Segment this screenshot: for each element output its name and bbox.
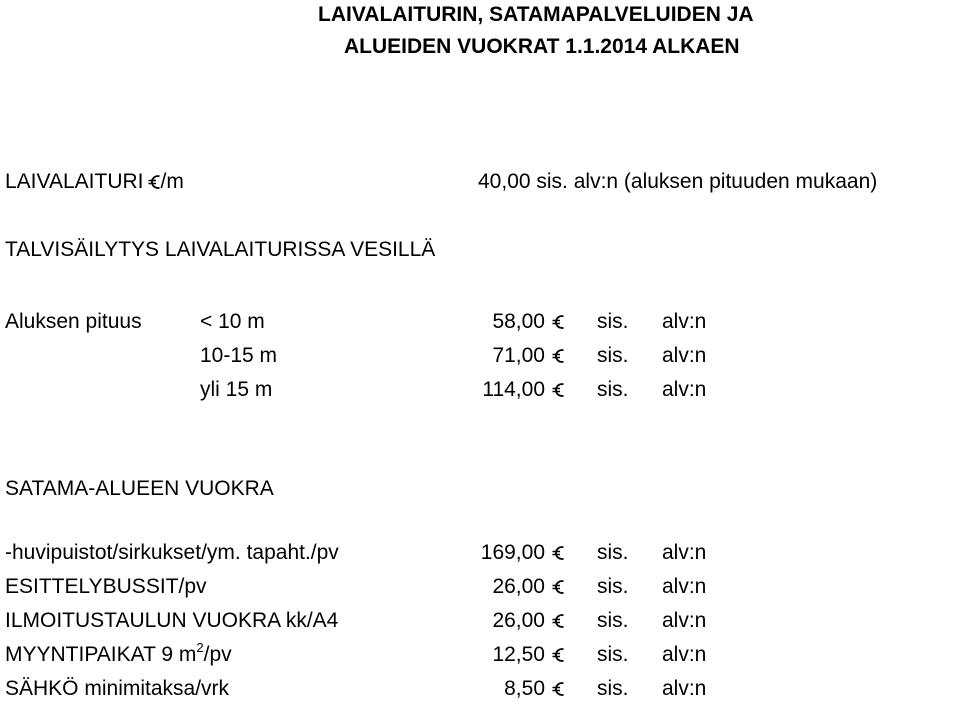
euro-icon <box>548 378 565 402</box>
laivalaituri-price: 40,00 sis. alv:n (aluksen pituuden mukaan) <box>478 170 878 193</box>
satama-price-esittelybussit: 26,00 <box>492 575 545 598</box>
satama-vat-ilmoitustaulu: sis. <box>597 609 629 632</box>
satama-heading: SATAMA-ALUEEN VUOKRA <box>5 477 274 500</box>
euro-icon <box>548 677 565 701</box>
title-line-1: LAIVALAITURIN, SATAMAPALVELUIDEN JA <box>318 3 754 26</box>
satama-vat-sahko: sis. <box>597 677 629 700</box>
size-yli15: yli 15 m <box>200 378 273 401</box>
myyntipaikat-superscript: 2 <box>196 640 204 655</box>
laivalaituri-label: LAIVALAITURI <box>5 170 144 193</box>
satama-vat2-sahko: alv:n <box>662 677 707 700</box>
satama-label-sahko: SÄHKÖ minimitaksa/vrk <box>5 677 230 700</box>
euro-icon <box>548 575 565 599</box>
talvisailytys-heading: TALVISÄILYTYS LAIVALAITURISSA VESILLÄ <box>5 238 436 261</box>
price-lt10: 58,00 <box>492 310 545 333</box>
euro-icon <box>548 344 565 368</box>
vat-lt10: sis. <box>597 310 629 333</box>
satama-price-ilmoitustaulu: 26,00 <box>492 609 545 632</box>
satama-vat-myyntipaikat: sis. <box>597 643 629 666</box>
euro-icon <box>548 310 565 334</box>
myyntipaikat-unit: /pv <box>203 643 232 666</box>
aluksen-pituus-label: Aluksen pituus <box>5 310 142 333</box>
title-line-2: ALUEIDEN VUOKRAT 1.1.2014 ALKAEN <box>344 35 740 58</box>
satama-vat2-myyntipaikat: alv:n <box>662 643 707 666</box>
price-yli15: 114,00 <box>482 378 545 401</box>
satama-price-huvipuistot: 169,00 <box>480 541 545 564</box>
euro-icon <box>548 609 565 633</box>
laivalaituri-unit: /m <box>160 170 184 193</box>
satama-vat-huvipuistot: sis. <box>597 541 629 564</box>
laivalaituri-row <box>5 170 184 194</box>
euro-icon <box>548 541 565 565</box>
satama-vat2-esittelybussit: alv:n <box>662 575 707 598</box>
satama-label-myyntipaikat <box>5 640 232 667</box>
satama-price-myyntipaikat: 12,50 <box>492 643 545 666</box>
size-10-15: 10-15 m <box>200 344 278 367</box>
vat2-10-15: alv:n <box>662 344 707 367</box>
satama-price-sahko: 8,50 <box>504 677 545 700</box>
satama-vat2-ilmoitustaulu: alv:n <box>662 609 707 632</box>
satama-vat2-huvipuistot: alv:n <box>662 541 707 564</box>
satama-vat-esittelybussit: sis. <box>597 575 629 598</box>
myyntipaikat-text: MYYNTIPAIKAT 9 m <box>5 643 197 666</box>
satama-label-esittelybussit: ESITTELYBUSSIT/pv <box>5 575 207 598</box>
satama-label-ilmoitustaulu: ILMOITUSTAULUN VUOKRA kk/A4 <box>5 609 339 632</box>
vat2-yli15: alv:n <box>662 378 707 401</box>
euro-icon <box>148 174 161 190</box>
vat-yli15: sis. <box>597 378 629 401</box>
vat-10-15: sis. <box>597 344 629 367</box>
vat2-lt10: alv:n <box>662 310 707 333</box>
satama-label-huvipuistot: -huvipuistot/sirkukset/ym. tapaht./pv <box>5 541 339 564</box>
price-10-15: 71,00 <box>492 344 545 367</box>
euro-icon <box>548 643 565 667</box>
size-lt10: < 10 m <box>200 310 265 333</box>
